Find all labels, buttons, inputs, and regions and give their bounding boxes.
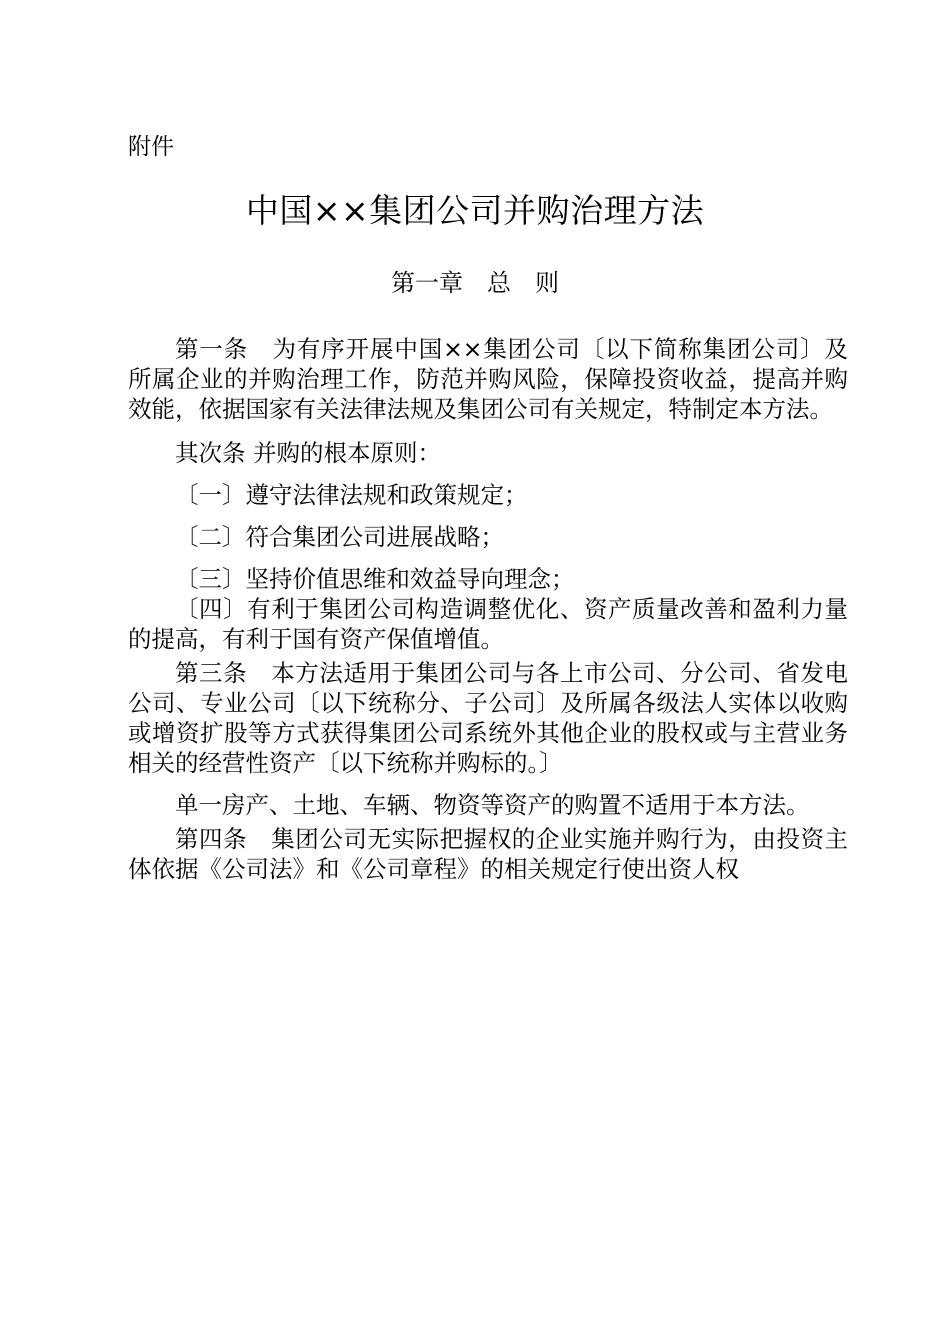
paragraph-article-1: 第一条 为有序开展中国××集团公司〔以下简称集团公司〕及所属企业的并购治理工作，防范并购风险，保障投资收益，提高并购效能，依据国家有关法律法规及集团公司有关规定，特制定本方法。	[128, 335, 848, 423]
principle-item-3: 〔三〕坚持价值思维和效益导向理念；	[175, 565, 575, 593]
attachment-label: 附件	[128, 134, 174, 160]
principle-item-1: 〔一〕遵守法律法规和政策规定；	[175, 481, 528, 509]
document-title: 中国××集团公司并购治理方法	[245, 191, 705, 230]
paragraph-exclusion: 单一房产、土地、车辆、物资等资产的购置不适用于本方法。	[175, 791, 810, 819]
principle-item-2: 〔二〕符合集团公司进展战略；	[175, 523, 504, 551]
paragraph-article-2: 其次条 并购的根本原则：	[175, 439, 441, 467]
chapter-heading: 第一章 总 则	[391, 269, 559, 297]
document-body	[128, 334, 848, 884]
paragraph-article-4: 第四条 集团公司无实际把握权的企业实施并购行为，由投资主体依据《公司法》和《公司章程》的相关规定行使出资人权	[128, 825, 848, 883]
principle-item-4: 〔四〕有利于集团公司构造调整优化、资产质量改善和盈利力量的提高，有利于国有资产保值增值。	[128, 595, 848, 653]
paragraph-article-3: 第三条 本方法适用于集团公司与各上市公司、分公司、省发电公司、专业公司〔以下统称分、子公司〕及所属各级法人实体以收购或增资扩股等方式获得集团公司系统外其他企业的股权或与主营业务相关的经营性资产〔以下统称并购标的。〕	[128, 659, 848, 777]
